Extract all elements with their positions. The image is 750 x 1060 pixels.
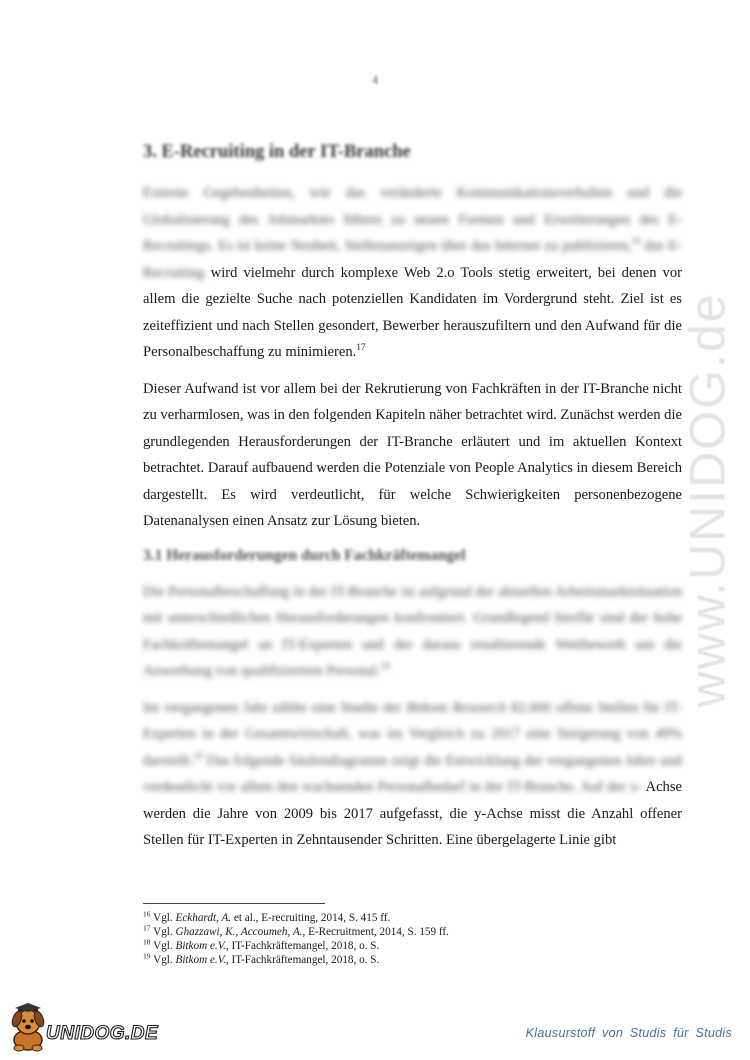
- footnote-16: $^{16}$ Vgl. Eckhardt, A. et al., E-recruiting, 2014, S. 415 ff.: [143, 909, 391, 924]
- footnote-separator: [143, 903, 325, 904]
- footnote-17: $^{17}$ Vgl. Ghazzawi, K., Accoumeh, A., E-Recruitment, 2014, S. 159 ff.: [143, 923, 449, 938]
- para4-blurred-text: Im vergangenen Jahr zählte eine Studie der Bitkom Research 82.000 offene Stellen für IT-Experten in der Gesamtwirtschaft, was im Vergleich zu 2017 eine Steigerung von 49% darstellt.$^{19}$ Das folgende Säulendiagramm zeigt die Entwicklung der vergangenen Jahre und verdeutlicht vor allem den wachsenden Personalbedarf in der IT-Branche. Auf der x-: [143, 699, 682, 795]
- document-body: [143, 140, 682, 864]
- page-number: 4: [371, 72, 379, 87]
- footnote-19: $^{19}$ Vgl. Bitkom e.V., IT-Fachkräftemangel, 2018, o. S.: [143, 951, 380, 966]
- intro-visible-text: wird vielmehr durch komplexe Web 2.o Tools stetig erweitert, bei denen vor allem die gezielte Suche nach potenziellen Kandidaten im Vordergrund steht. Ziel ist es zeiteffizient und nach Stellen gesondert, Bewerber herauszufiltern und den Aufwand für die Personalbeschaffung zu minimieren.: [143, 264, 682, 360]
- logo-text: UNIDOG.DE: [46, 1023, 159, 1044]
- subsection-heading: 3.1 Herausforderungen durch Fachkräftemangel: [143, 546, 466, 564]
- para4-visible-text: Achse werden die Jahre von 2009 bis 2017 aufgefasst, die y-Achse misst die Anzahl offener Stellen für IT-Experten in Zehntausender Schritten. Eine übergelagerte Linie gibt: [143, 779, 683, 848]
- section-heading: 3. E-Recruiting in der IT-Branche: [143, 142, 411, 162]
- body-paragraph-4: [143, 695, 682, 854]
- body-paragraph-2: Dieser Aufwand ist vor allem bei der Rekrutierung von Fachkräften in der IT-Branche nicht zu verharmlosen, was in den folgenden Kapiteln näher betrachtet wird. Zunächst werden die grundlegenden Herausforderungen der IT-Branche erläutert und im aktuellen Kontext betrachtet. Darauf aufbauend werden die Potenziale von People Analytics in diesem Bereich dargestellt. Es wird verdeutlicht, für welche Schwierigkeiten personenbezogene Datenanalysen einen Ansatz zur Lösung bieten.: [143, 380, 682, 529]
- para3-text: Die Personalbeschaffung in der IT-Branche ist aufgrund der aktuellen Arbeitsmarktsituation mit unterschiedlichen Herausforderungen konfrontiert. Grundlegend hierfür sind der hohe Fachkräftemangel an IT-Experten und der daraus resultierende Wettbewerb um die Anwerbung von qualifiziertem Personal.: [143, 583, 682, 679]
- watermark-text: www.UNIDOG.de: [679, 292, 735, 708]
- unidog-logo: [6, 992, 158, 1052]
- footnote-ref-18: 18: [380, 661, 390, 672]
- tagline: Klausurstoff von Studis für Studis: [525, 1026, 732, 1040]
- footnotes: [143, 911, 682, 967]
- body-paragraph-3: [143, 579, 682, 685]
- intro-paragraph: [143, 180, 682, 366]
- footnote-ref-17: 17: [356, 342, 366, 353]
- footnote-18: $^{18}$ Vgl. Bitkom e.V., IT-Fachkräftemangel, 2018, o. S.: [143, 937, 380, 952]
- intro-blurred-text: Externe Gegebenheiten, wie das veränderte Kommunikationsverhalten und die Globalisierung des Jobmarktes führen zu neuen Formen und Erweiterungen des E-Recruitings. Es ist keine Neuheit, Stellenanzeigen über das Internet zu publizieren,$^{16}$ das E-Recruiting: [143, 185, 682, 281]
- dog-mascot-icon: [6, 1002, 50, 1052]
